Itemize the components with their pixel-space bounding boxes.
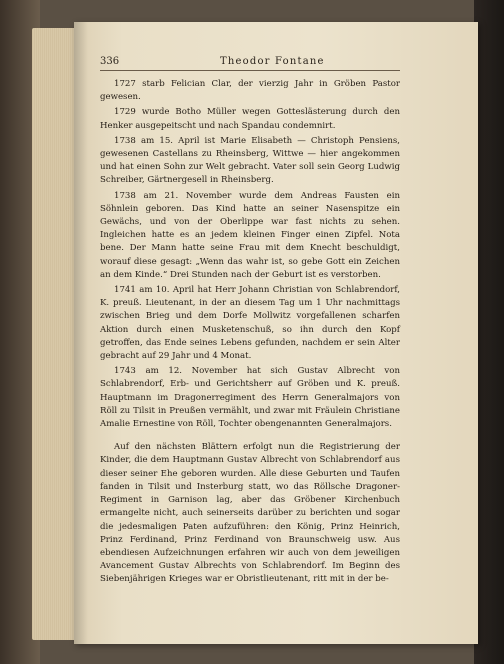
- page-number: 336: [100, 56, 120, 67]
- gutter-shadow: [74, 22, 88, 644]
- page-edges: [32, 28, 76, 640]
- paragraph: 1729 wurde Botho Müller wegen Gotteslästerung durch den Henker ausgepeitscht und nach Spandau condemnirt.: [100, 107, 400, 131]
- header-rule: [100, 70, 400, 71]
- paragraph: 1741 am 10. April hat Herr Johann Christian von Schlabrendorf, K. preuß. Lieutenant, in der an diesem Tag um 1 Uhr nachmittags zwischen Brieg und dem Dorfe Mollwitz vorgefallenen scharfen Aktion durch einen Musketenschuß, so ihn durch den Kopf getroffen, das Ende seines Lebens gefunden, nachdem er sein Alter gebracht auf 29 Jahr und 4 Monat.: [100, 285, 400, 362]
- paragraph: Auf den nächsten Blättern erfolgt nun die Registrierung der Kinder, die dem Hauptmann Gustav Albrecht von Schlabrendorf aus dieser seiner Ehe geboren wurden. Alle diese Geburten und Taufen fanden in Tilsit und Insterburg statt, wo das Röllsche Dragoner-Regiment in Garnison lag, aber das Gröbener Kirchenbuch ermangelte nicht, auch seinerseits darüber zu berichten und sogar die jedesmaligen Paten aufzuführen: den König, Prinz Heinrich, Prinz Ferdinand, Prinz Ferdinand von Braunschweig usw. Aus ebendiesen Aufzeichnungen erfahren wir auch von dem jeweiligen Avancement Gustav Albrechts von Schlabrendorf. Im Beginn des Siebenjährigen Krieges war er Obristlieutenant, ritt mit in der be-: [100, 442, 400, 585]
- paragraph: 1743 am 12. November hat sich Gustav Albrecht von Schlabrendorf, Erb- und Gerichtsherr auf Gröben und K. preuß. Hauptmann im Dragonerregiment des Herrn Generalmajors von Röll zu Tilsit in Preußen vermählt, und zwar mit Fräulein Christiane Amalie Ernestine von Röll, Tochter obengenannten Generalmajors.: [100, 366, 400, 430]
- paragraph: 1738 am 15. April ist Marie Elisabeth — Christoph Pensiens, gewesenen Castellans zu Rheinsberg, Wittwe — hier angekommen und hat einen Sohn zur Welt gebracht. Vater soll sein Georg Ludwig Schreiber, Gärtnergesell in Rheinsberg.: [100, 135, 400, 186]
- paragraph: 1738 am 21. November wurde dem Andreas Fausten ein Söhnlein geboren. Das Kind hatte an seiner Nasenspitze ein Gewächs, und von der Oberlippe war fast nichts zu sehen. Ingleichen hatte es an jedem kleinen Finger einen Zipfel. Nota bene. Der Mann hatte seine Frau mit dem Knecht beschuldigt, worauf diese gesagt: „Wenn das wahr ist, so gebe Gott ein Zeichen an dem Kinde.“ Drei Stunden nach der Geburt ist es verstorben.: [100, 190, 400, 280]
- background-right: [474, 0, 504, 664]
- paragraph: 1727 starb Felician Clar, der vierzig Jahr in Gröben Pastor gewesen.: [100, 79, 400, 103]
- running-title: Theodor Fontane: [220, 56, 325, 67]
- body-text: [100, 78, 400, 589]
- page-header: [100, 54, 400, 70]
